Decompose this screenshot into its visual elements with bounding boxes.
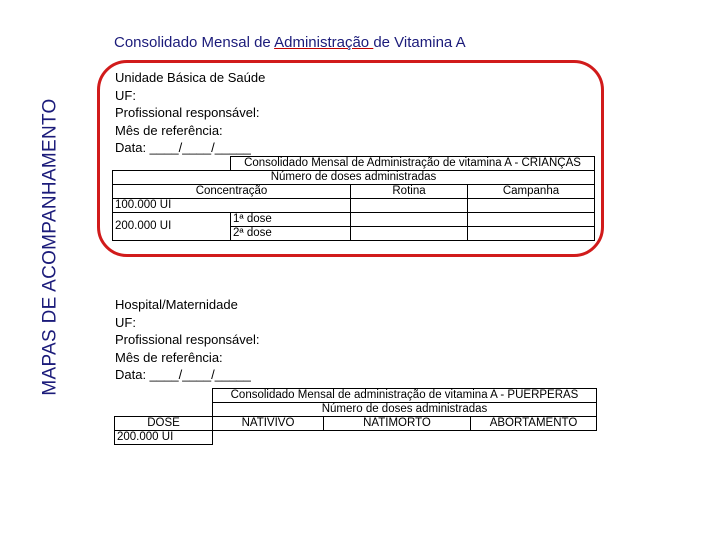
cell-empty xyxy=(351,227,468,241)
children-table-subtitle: Número de doses administradas xyxy=(113,171,595,185)
side-title-text: MAPAS DE ACOMPANHAMENTO xyxy=(39,98,61,396)
header-live-birth: NATIVIVO xyxy=(213,417,324,431)
dose-2-label: 2ª dose xyxy=(231,227,351,241)
section2-info xyxy=(115,296,260,384)
info-line: Profissional responsável: xyxy=(115,332,260,347)
header-campaign: Campanha xyxy=(468,185,595,199)
info-line: Profissional responsável: xyxy=(115,105,260,120)
info-line: Mês de referência: xyxy=(115,349,223,365)
title-part-3: de Vitamina A xyxy=(373,34,466,51)
page-title xyxy=(114,34,466,51)
children-table-title: Consolidado Mensal de Administração de vitamina A - CRIANÇAS xyxy=(231,157,595,171)
cell-empty xyxy=(351,199,468,213)
info-line: Mês de referência: xyxy=(115,122,223,138)
info-line: Unidade Básica de Saúde xyxy=(115,70,266,85)
header-dose: DOSE xyxy=(115,417,213,431)
info-line: UF: xyxy=(115,87,136,103)
cell-empty xyxy=(468,213,595,227)
row-200000-label: 200.000 UI xyxy=(113,213,231,241)
postpartum-table-title: Consolidado Mensal de administração de vitamina A - PUÉRPERAS xyxy=(213,389,597,403)
side-title xyxy=(28,58,73,436)
info-line: UF: xyxy=(115,314,136,330)
header-abortion: ABORTAMENTO xyxy=(471,417,597,431)
cell-empty xyxy=(468,227,595,241)
row-100000-label: 100.000 UI xyxy=(113,199,351,213)
header-concentration: Concentração xyxy=(113,185,351,199)
info-line: Data: ____/____/_____ xyxy=(115,140,251,155)
section1-info xyxy=(115,69,265,157)
header-routine: Rotina xyxy=(351,185,468,199)
info-line: Hospital/Maternidade xyxy=(115,297,238,312)
header-stillbirth: NATIMORTO xyxy=(324,417,471,431)
postpartum-table-subtitle: Número de doses administradas xyxy=(213,403,597,417)
title-underlined-part: Administração xyxy=(274,34,374,51)
cell-empty xyxy=(351,213,468,227)
dose-1-label: 1ª dose xyxy=(231,213,351,227)
children-table xyxy=(112,156,595,241)
row-200000-label: 200.000 UI xyxy=(115,431,213,445)
postpartum-table xyxy=(114,388,597,445)
title-part-1: Consolidado Mensal de xyxy=(114,34,275,51)
cell-empty xyxy=(468,199,595,213)
info-line: Data: ____/____/_____ xyxy=(115,367,251,382)
